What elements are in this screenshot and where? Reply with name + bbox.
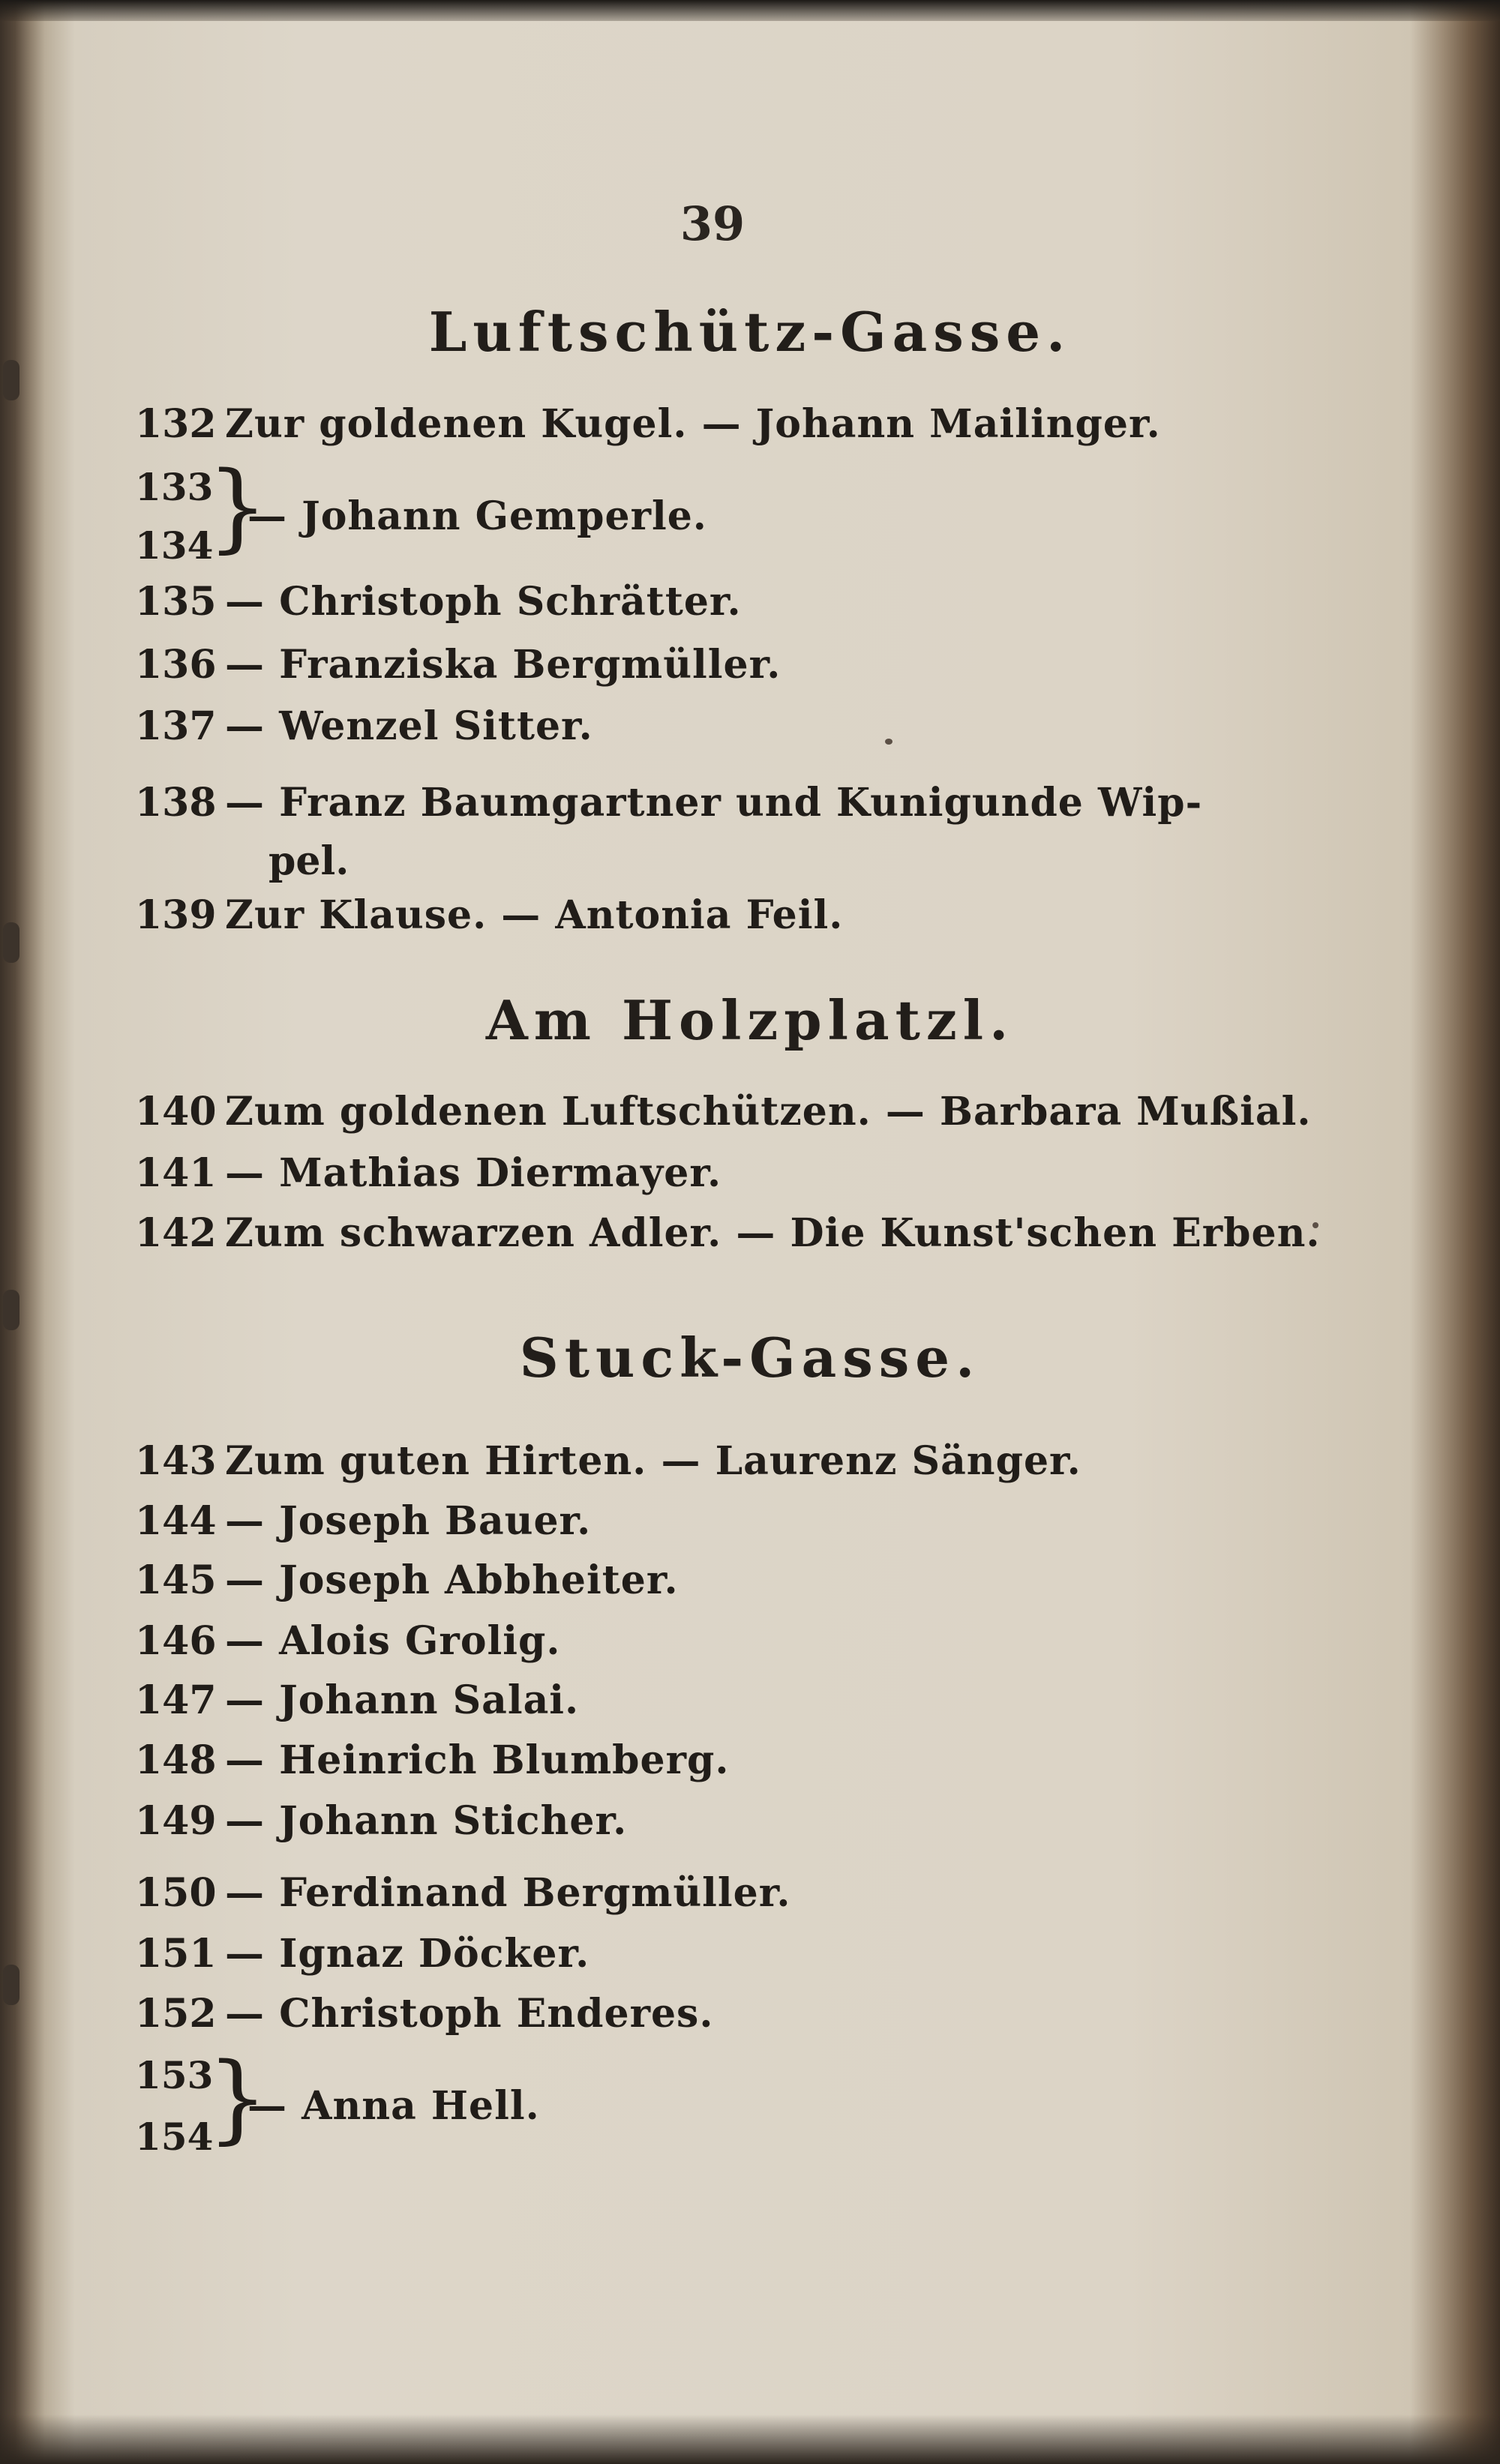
- paper-speck: [885, 739, 892, 745]
- binding-hole: [3, 1965, 20, 2005]
- entry-text: Zur Klause. — Antonia Feil.: [225, 892, 844, 938]
- page-number: 39: [680, 196, 746, 251]
- entry-140: [135, 1089, 1311, 1135]
- entry-text: — Johann Gemperle.: [248, 493, 707, 539]
- house-number: 143: [135, 1438, 217, 1484]
- entry-132: [135, 401, 1161, 447]
- entry-text: — Franziska Bergmüller.: [225, 642, 782, 688]
- entry-137: [135, 703, 593, 749]
- house-number: 139: [135, 892, 217, 938]
- entry-142: [135, 1210, 1321, 1256]
- page-bottom-edge: [0, 2415, 1500, 2464]
- entry-138-continuation: pel.: [268, 838, 350, 884]
- entry-text: — Johann Salai.: [225, 1677, 580, 1723]
- house-number: 149: [135, 1798, 217, 1844]
- entry-text: Zum guten Hirten. — Laurenz Sänger.: [225, 1438, 1082, 1484]
- entry-138: [135, 780, 1202, 826]
- entry-150: [135, 1870, 790, 1916]
- entry-144: [135, 1498, 591, 1544]
- binding-hole: [3, 922, 20, 963]
- house-number: 137: [135, 703, 217, 749]
- entry-text: — Mathias Diermayer.: [225, 1150, 722, 1196]
- entry-136: [135, 642, 781, 688]
- entry-146: [135, 1618, 560, 1664]
- house-number: 148: [135, 1737, 217, 1783]
- binding-hole: [3, 360, 20, 400]
- entry-text: Zur goldenen Kugel. — Johann Mailinger.: [225, 401, 1161, 447]
- entry-text: — Johann Sticher.: [225, 1798, 628, 1844]
- entry-143: [135, 1438, 1082, 1484]
- page-top-edge: [0, 0, 1500, 21]
- entry-text: Zum schwarzen Adler. — Die Kunst'schen Erben.: [225, 1210, 1321, 1256]
- entry-text: — Alois Grolig.: [225, 1618, 561, 1664]
- entry-147: [135, 1677, 579, 1723]
- house-number: 150: [135, 1870, 217, 1916]
- house-number: 146: [135, 1618, 217, 1664]
- entry-141: [135, 1150, 722, 1196]
- house-number: 140: [135, 1089, 217, 1135]
- entry-text: — Anna Hell.: [248, 2083, 540, 2129]
- entry-text: — Wenzel Sitter.: [225, 703, 593, 749]
- entry-text: — Joseph Abbheiter.: [225, 1557, 679, 1603]
- entry-145: [135, 1557, 679, 1603]
- entry-text: Zum goldenen Luftschützen. — Barbara Mußial.: [225, 1089, 1312, 1135]
- house-number: 145: [135, 1557, 217, 1603]
- entry-148: [135, 1737, 729, 1783]
- house-number: 152: [135, 1991, 217, 2037]
- section-title-am-holzplatzl: Am Holzplatzl.: [485, 988, 1015, 1052]
- entry-text: — Ferdinand Bergmüller.: [225, 1870, 791, 1916]
- house-number: 142: [135, 1210, 217, 1256]
- house-number: 134: [135, 523, 214, 568]
- house-number: 133: [135, 465, 214, 509]
- house-number: 136: [135, 642, 217, 688]
- house-number: 135: [135, 579, 217, 625]
- house-number: 154: [135, 2115, 214, 2159]
- entry-text: — Heinrich Blumberg.: [225, 1737, 730, 1783]
- house-number: 147: [135, 1677, 217, 1723]
- section-title-stuck-gasse: Stuck-Gasse.: [519, 1326, 981, 1389]
- section-title-luftschuetz-gasse: Luftschütz-Gasse.: [428, 300, 1072, 364]
- entry-text: — Christoph Schrätter.: [225, 579, 742, 625]
- house-number: 141: [135, 1150, 217, 1196]
- house-number: 132: [135, 401, 217, 447]
- entry-text: — Ignaz Döcker.: [225, 1931, 590, 1977]
- entry-149: [135, 1798, 627, 1844]
- entry-151: [135, 1931, 590, 1977]
- entry-152: [135, 1991, 713, 2037]
- brace-icon: }: [207, 451, 268, 563]
- house-number: 144: [135, 1498, 217, 1544]
- house-number: 151: [135, 1931, 217, 1977]
- house-number: 138: [135, 780, 217, 826]
- house-number: 153: [135, 2053, 214, 2097]
- entry-text: — Franz Baumgartner und Kunigunde Wip-: [225, 780, 1203, 826]
- entry-text: — Christoph Enderes.: [225, 1991, 714, 2037]
- entry-text: — Joseph Bauer.: [225, 1498, 592, 1544]
- entry-135: [135, 579, 742, 625]
- entry-139: [135, 892, 843, 938]
- binding-hole: [3, 1290, 20, 1330]
- brace-icon: }: [207, 2043, 268, 2154]
